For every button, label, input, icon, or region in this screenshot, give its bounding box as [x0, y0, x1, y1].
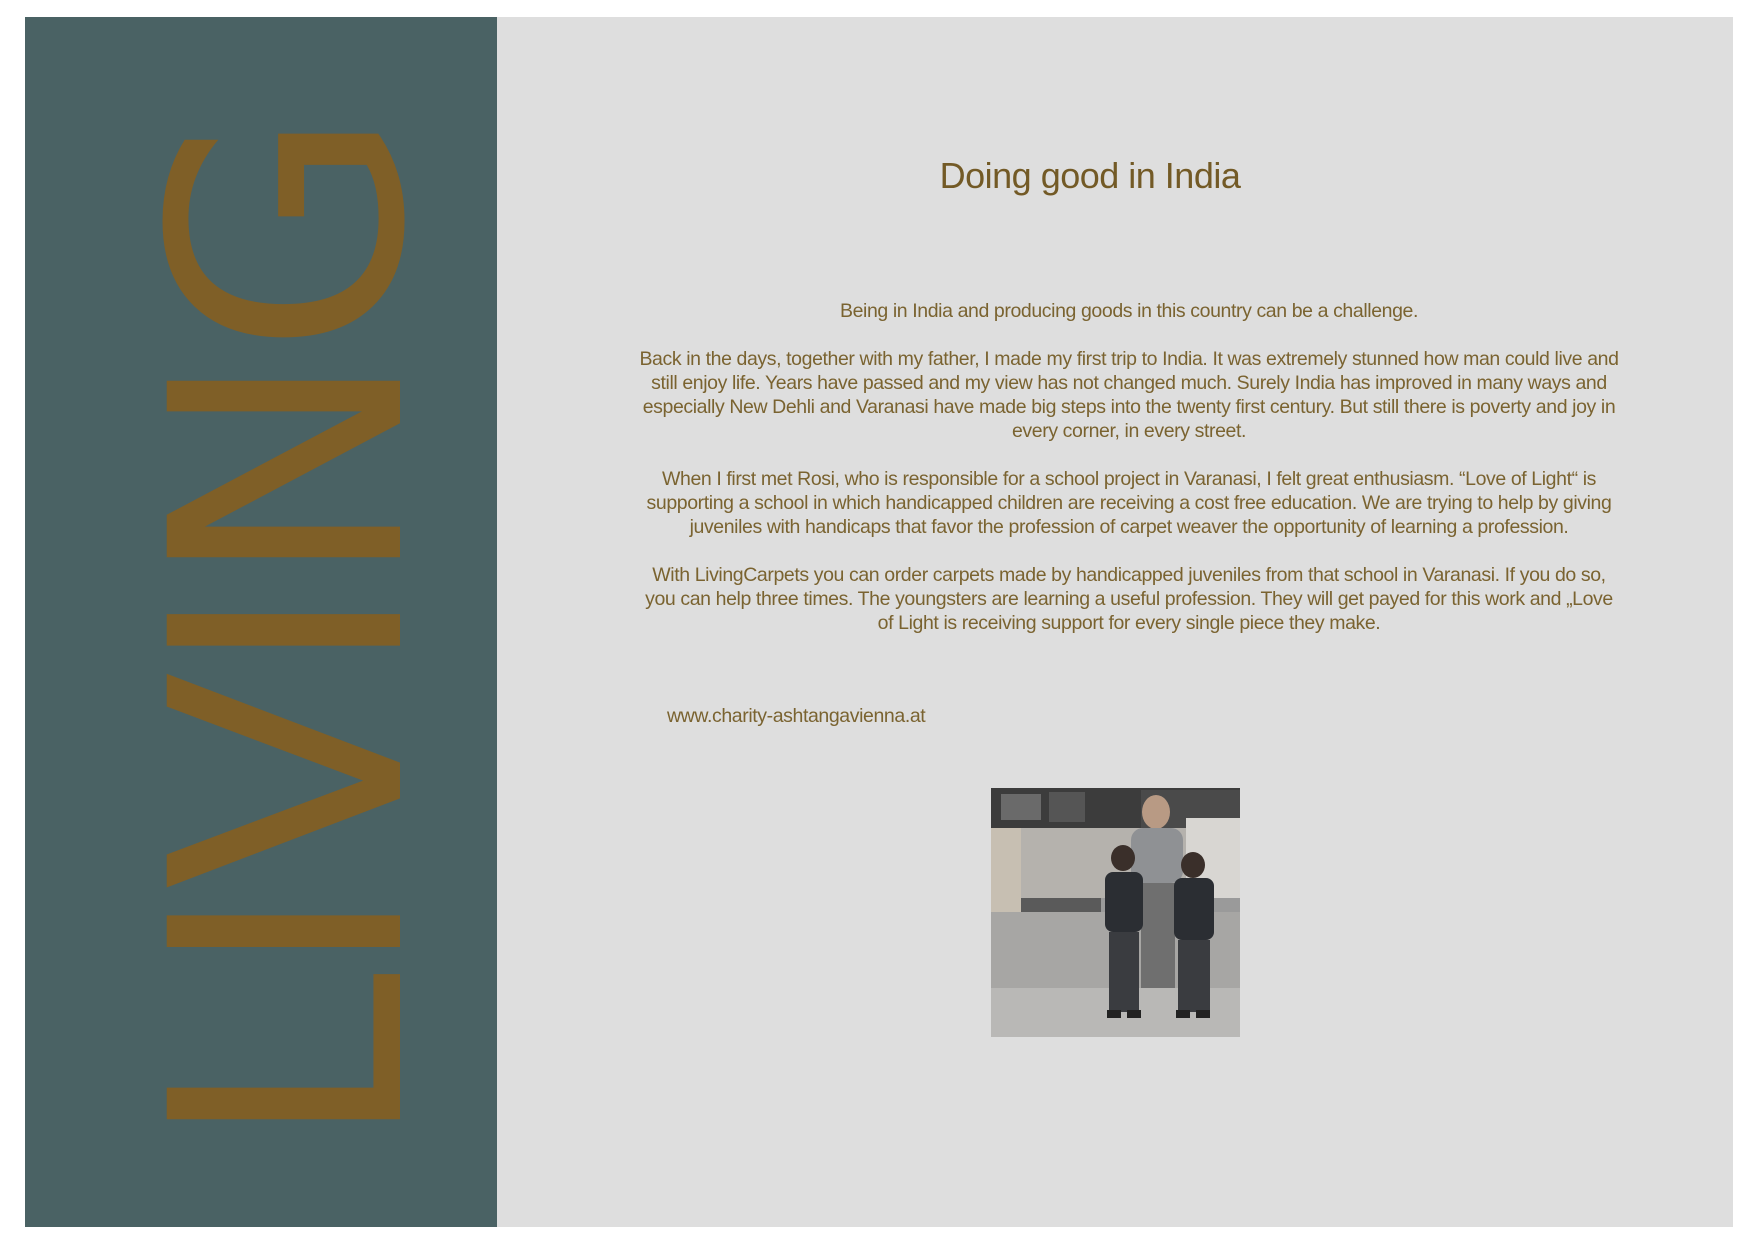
- living-vertical-wordmark: LIVING: [104, 113, 476, 1151]
- school-children-photo: [991, 788, 1240, 1037]
- school-paragraph: When I first met Rosi, who is responsible for a school project in Varanasi, I felt great enthusiasm. “Love of Light“ is supporting a school in which handicapped children are receiving a cost free education. We are trying to help by giving juveniles with handicaps that favor the profession of carpet weaver the opportunity of learning a profession.: [646, 468, 1612, 538]
- intro-paragraph: Being in India and producing goods in this country can be a challenge.: [839, 300, 1418, 322]
- charity-website-link[interactable]: www.charity-ashtangavienna.at: [667, 705, 926, 727]
- support-paragraph: With LivingCarpets you can order carpets made by handicapped juveniles from that school in Varanasi. If you do so, you can help three times. The youngsters are learning a useful profession. They will get payed for this work and „Love of Light is receiving support for every single piece they make.: [645, 564, 1613, 634]
- article-body: [639, 299, 1619, 659]
- document-page: [25, 17, 1733, 1227]
- history-paragraph: Back in the days, together with my father, I made my first trip to India. It was extremely stunned how man could live and still enjoy life. Years have passed and my view has not changed much. Surely India has improved in many ways and especially New Dehli and Varanasi have made big steps into the twenty first century. But still there is poverty and joy in every corner, in every street.: [639, 348, 1619, 442]
- sidebar-panel: [25, 17, 497, 1227]
- main-content: [497, 17, 1733, 1227]
- page-title: Doing good in India: [939, 155, 1241, 196]
